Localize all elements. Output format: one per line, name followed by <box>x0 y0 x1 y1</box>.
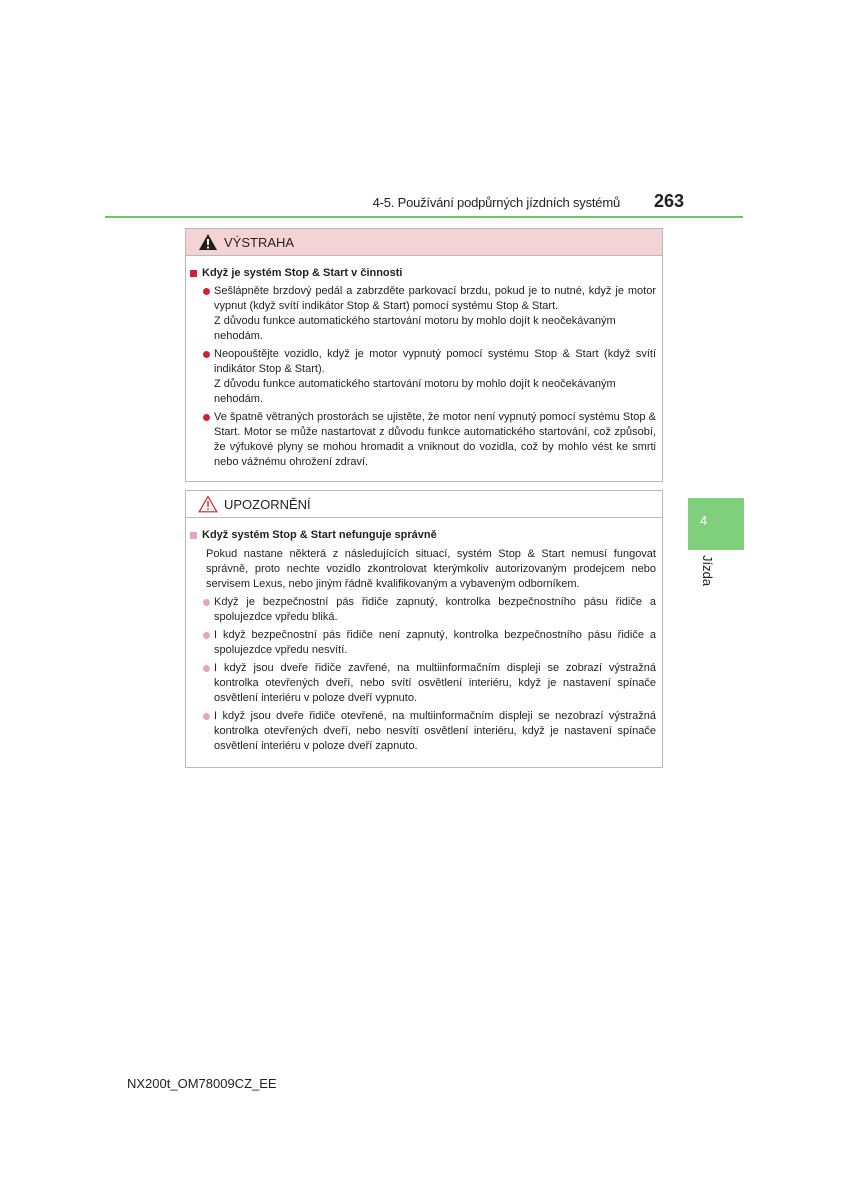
warning-section-title-text: Když je systém Stop & Start v činnosti <box>202 267 403 279</box>
warning-triangle-icon <box>198 233 218 251</box>
warning-body <box>186 256 662 470</box>
red-dot-bullet-icon <box>203 351 210 358</box>
list-item <box>190 709 656 754</box>
chapter-tab[interactable] <box>688 498 744 550</box>
warning-box <box>185 228 663 482</box>
caution-header <box>186 491 662 518</box>
red-square-bullet-icon <box>190 270 197 277</box>
page-number: 263 <box>653 191 684 211</box>
red-dot-bullet-icon <box>203 288 210 295</box>
caution-section-title-text: Když systém Stop & Start nefunguje správně <box>202 529 437 541</box>
list-item <box>190 410 656 470</box>
running-header-title: 4-5. Používání podpůrných jízdních systémů <box>372 195 620 210</box>
warning-header <box>186 229 662 256</box>
document-code: NX200t_OM78009CZ_EE <box>127 1076 277 1091</box>
caution-item-text: I když jsou dveře řidiče zavřené, na multiinformačním displeji se zobrazí výstražná kontrolka otevřených dveří, nebo svítí osvětlení interiéru, když je nastavení spínače osvětlení interiéru v poloze dveří vypnuto. <box>214 662 656 704</box>
caution-title: UPOZORNĚNÍ <box>224 496 311 512</box>
list-item <box>190 661 656 706</box>
caution-box <box>185 490 663 768</box>
warning-item-text: Neopouštějte vozidlo, když je motor vypnutý pomocí systému Stop & Start (když svítí indikátor Stop & Start). <box>214 348 656 375</box>
warning-title: VÝSTRAHA <box>224 234 295 250</box>
chapter-label: Jízda <box>700 555 715 587</box>
caution-item-text: Když je bezpečnostní pás řidiče zapnutý, kontrolka bezpečnostního pásu řidiče a spolujezdce vpředu bliká. <box>214 596 656 623</box>
caution-triangle-icon <box>198 495 218 513</box>
caution-body <box>186 518 662 754</box>
list-item <box>190 347 656 407</box>
chapter-number: 4 <box>700 513 708 528</box>
caution-list <box>190 595 656 754</box>
warning-item-text: Sešlápněte brzdový pedál a zabrzděte parkovací brzdu, pokud je to nutné, když je motor vypnut (když svítí indikátor Stop & Start) pomocí systému Stop & Start. <box>214 285 656 312</box>
list-item <box>190 595 656 625</box>
pink-dot-bullet-icon <box>203 713 210 720</box>
warning-list <box>190 284 656 470</box>
warning-section-title <box>190 266 656 281</box>
pink-dot-bullet-icon <box>203 599 210 606</box>
pink-square-bullet-icon <box>190 532 197 539</box>
red-dot-bullet-icon <box>203 414 210 421</box>
warning-item-note: Z důvodu funkce automatického startování motoru by mohlo dojít k neočekávaným nehodám. <box>214 315 616 342</box>
header-divider <box>105 216 743 218</box>
pink-dot-bullet-icon <box>203 665 210 672</box>
caution-item-text: I když bezpečnostní pás řidiče není zapnutý, kontrolka bezpečnostního pásu řidiče a spolujezdce vpředu nesvítí. <box>214 629 656 656</box>
warning-item-note: Z důvodu funkce automatického startování motoru by mohlo dojít k neočekávaným nehodám. <box>214 378 616 405</box>
list-item <box>190 284 656 344</box>
pink-dot-bullet-icon <box>203 632 210 639</box>
list-item <box>190 628 656 658</box>
caution-intro: Pokud nastane některá z následujících situací, systém Stop & Start nemusí fungovat správně, proto nechte vozidlo zkontrolovat kterýmkoliv autorizovaným prodejcem nebo servisem Lexus, nebo jiným řádně kvalifikovaným a vybaveným odborníkem. <box>206 548 656 590</box>
caution-item-text: I když jsou dveře řidiče otevřené, na multiinformačním displeji se nezobrazí výstražná kontrolka otevřených dveří, nebo nesvítí osvětlení interiéru, když je nastavení spínače osvětlení interiéru v poloze dveří zapnuto. <box>214 710 656 752</box>
caution-section-title <box>190 528 656 543</box>
warning-item-text: Ve špatně větraných prostorách se ujistěte, že motor není vypnutý pomocí systému Stop & Start. Motor se může nastartovat z důvodu funkce automatického startování, což způsobí, že výfukové plyny se mohou hromadit a vniknout do vozidla, což by mohlo vést ke smrti nebo vážnému ohrožení zdraví. <box>214 411 656 468</box>
